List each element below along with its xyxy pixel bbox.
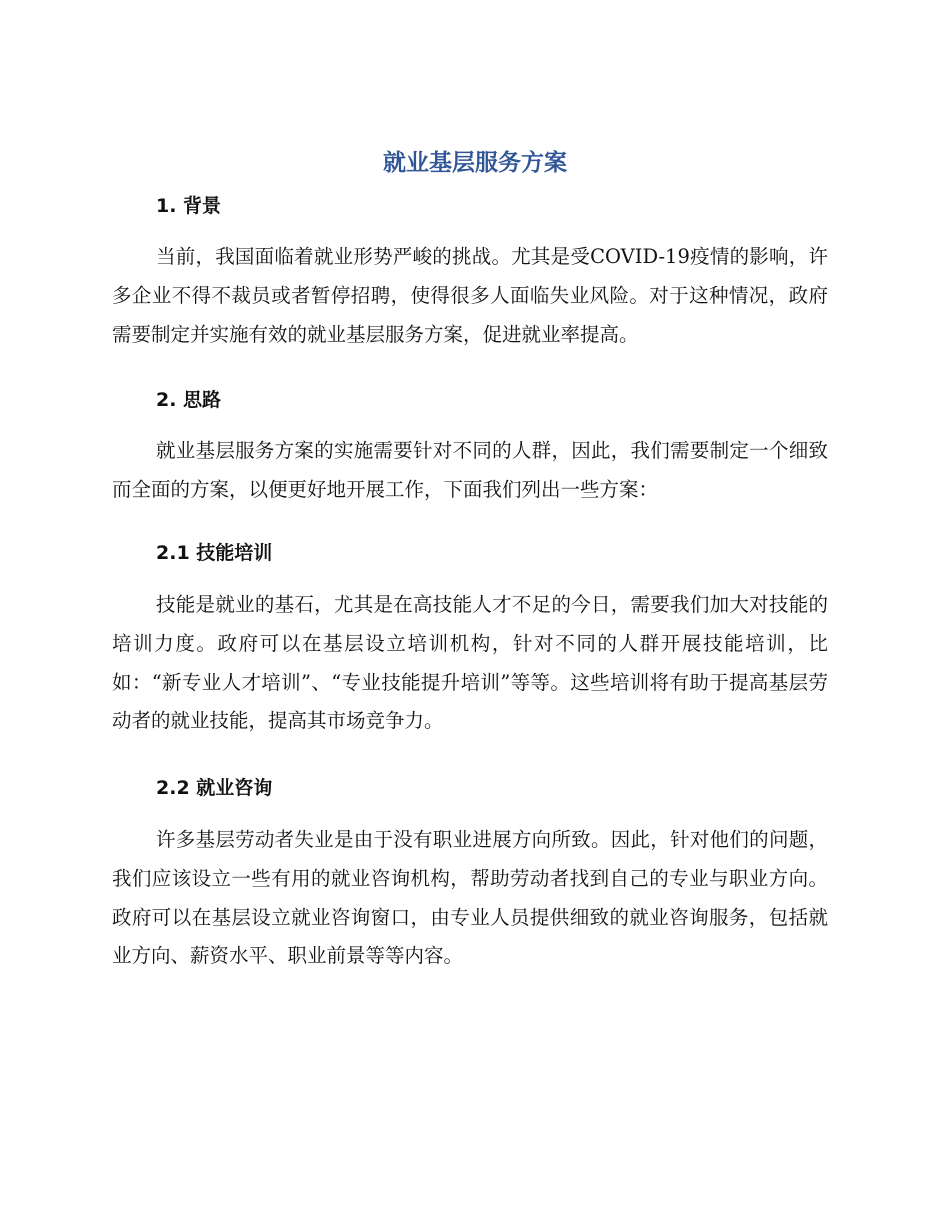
section-paragraph-skills-training: 技能是就业的基石，尤其是在高技能人才不足的今日，需要我们加大对技能的培训力度。政府可以在基层设立培训机构，针对不同的人群开展技能培训，比如：“新专业人才培训”、“专业技能提升培训”等等。这些培训将有助于提高基层劳动者的就业技能，提高其市场竞争力。 (112, 593, 828, 733)
section-paragraph-approach: 就业基层服务方案的实施需要针对不同的人群，因此，我们需要制定一个细致而全面的方案，以便更好地开展工作，下面我们列出一些方案： (112, 439, 828, 501)
section-heading-approach: 2. 思路 (156, 389, 222, 411)
section-paragraph-employment-consulting: 许多基层劳动者失业是由于没有职业进展方向所致。因此，针对他们的问题，我们应该设立一些有用的就业咨询机构，帮助劳动者找到自己的专业与职业方向。政府可以在基层设立就业咨询窗口，由专业人员提供细致的就业咨询服务，包括就业方向、薪资水平、职业前景等等内容。 (112, 828, 828, 968)
section-paragraph-background: 当前，我国面临着就业形势严峻的挑战。尤其是受COVID-19疫情的影响，许多企业不得不裁员或者暂停招聘，使得很多人面临失业风险。对于这种情况，政府需要制定并实施有效的就业基层服务方案，促进就业率提高。 (112, 245, 828, 346)
document-title: 就业基层服务方案 (383, 150, 567, 176)
section-heading-background: 1. 背景 (156, 195, 222, 217)
section-heading-employment-consulting: 2.2 就业咨询 (156, 777, 273, 799)
section-heading-skills-training: 2.1 技能培训 (156, 542, 273, 564)
